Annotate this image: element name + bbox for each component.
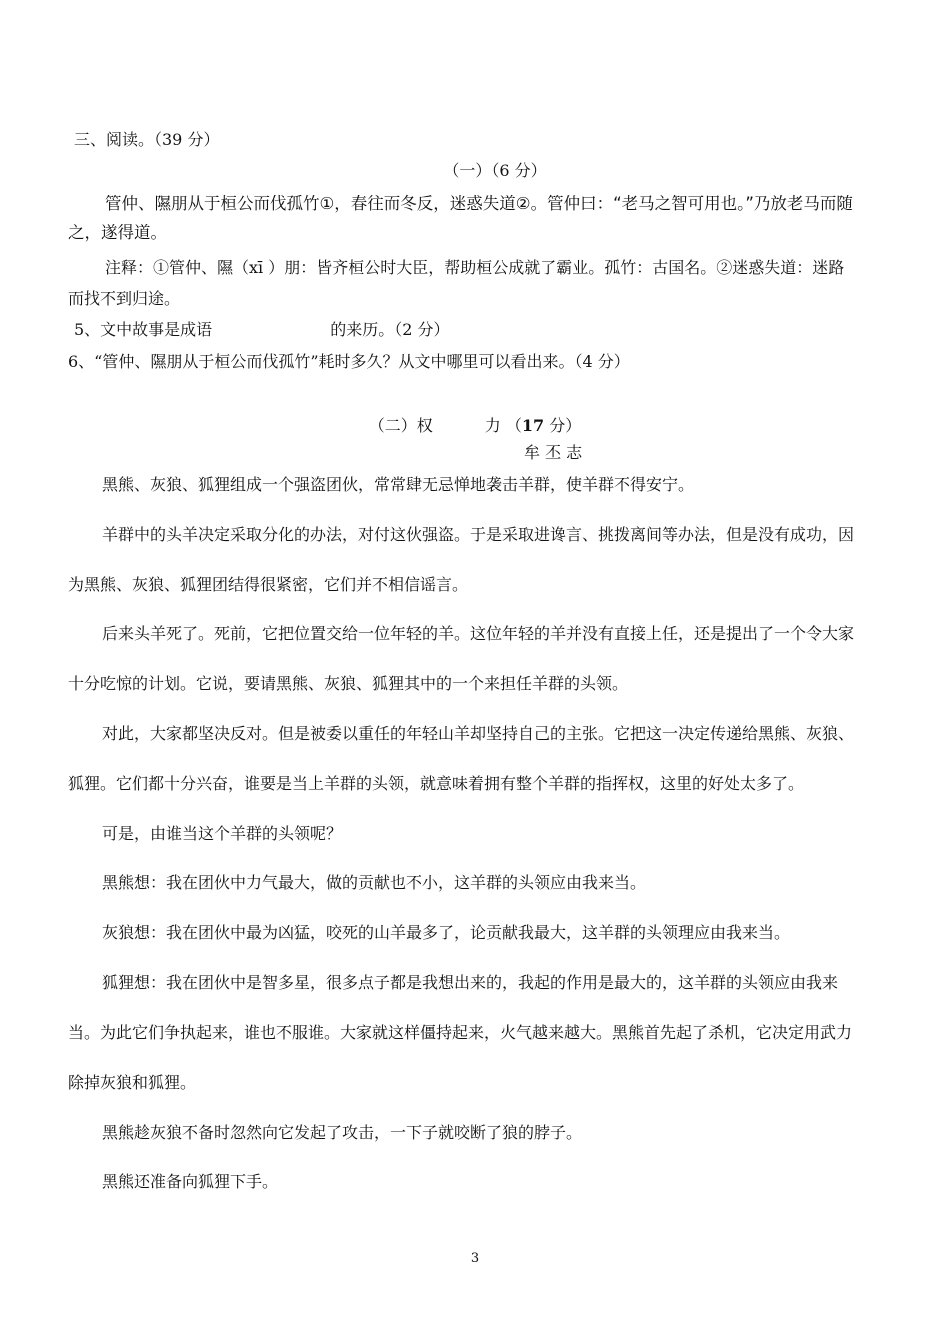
story-line: 为黑熊、灰狼、狐狸团结得很紧密，它们并不相信谣言。 xyxy=(68,575,469,594)
part1-heading: （一）（6 分） xyxy=(443,161,547,180)
part2-heading xyxy=(0,413,950,436)
story-line: 狐狸想：我在团伙中是智多星，很多点子都是我想出来的，我起的作用是最大的，这羊群的头领应由我来 xyxy=(102,973,839,992)
note-line: 而找不到归途。 xyxy=(68,289,181,308)
part2-score: 17 xyxy=(521,416,545,435)
story-line: 灰狼想：我在团伙中最为凶猛，咬死的山羊最多了，论贡献我最大，这羊群的头领理应由我来当。 xyxy=(102,923,791,942)
author: 牟 丕 志 xyxy=(524,443,583,462)
question-5-text-a: 5、文中故事是成语 xyxy=(74,320,213,339)
story-line: 后来头羊死了。死前，它把位置交给一位年轻的羊。这位年轻的羊并没有直接上任，还是提出了一个令大家 xyxy=(102,624,855,643)
note-line: 注释：①管仲、隰（xī ）朋：皆齐桓公时大臣，帮助桓公成就了霸业。孤竹：古国名。②迷惑失道：迷路 xyxy=(105,258,845,277)
page-number: 3 xyxy=(470,1251,480,1266)
part2-heading-c: 分） xyxy=(544,416,582,435)
section-heading: 三、阅读。（39 分） xyxy=(74,130,220,149)
story-line: 十分吃惊的计划。它说，要请黑熊、灰狼、狐狸其中的一个来担任羊群的头领。 xyxy=(68,674,629,693)
part2-heading-a: （二）权 xyxy=(368,416,433,435)
story-line: 可是，由谁当这个羊群的头领呢？ xyxy=(102,824,343,843)
story-line: 黑熊、灰狼、狐狸组成一个强盗团伙，常常肆无忌惮地袭击羊群，使羊群不得安宁。 xyxy=(102,475,695,494)
passage-line: 管仲、隰朋从于桓公而伐孤竹①，春往而冬反，迷惑失道②。管仲曰：“老马之智可用也。”乃放老马而随 xyxy=(105,194,853,213)
question-5 xyxy=(74,317,449,340)
passage-line: 之，遂得道。 xyxy=(68,223,167,242)
part2-heading-b: 力 （ xyxy=(484,416,522,435)
story-line: 当。为此它们争执起来，谁也不服谁。大家就这样僵持起来，火气越来越大。黑熊首先起了杀机，它决定用武力 xyxy=(68,1023,853,1042)
story-line: 除掉灰狼和狐狸。 xyxy=(68,1073,197,1092)
story-line: 对此，大家都坚决反对。但是被委以重任的年轻山羊却坚持自己的主张。它把这一决定传递给黑熊、灰狼、 xyxy=(102,724,855,743)
story-line: 黑熊还准备向狐狸下手。 xyxy=(102,1172,279,1191)
question-6: 6、“管仲、隰朋从于桓公而伐孤竹”耗时多久？从文中哪里可以看出来。（4 分） xyxy=(68,352,630,371)
story-line: 羊群中的头羊决定采取分化的办法，对付这伙强盗。于是采取进谗言、挑拨离间等办法，但是没有成功，因 xyxy=(102,525,855,544)
story-line: 黑熊趁灰狼不备时忽然向它发起了攻击，一下子就咬断了狼的脖子。 xyxy=(102,1123,583,1142)
question-5-text-b: 的来历。（2 分） xyxy=(330,320,450,339)
story-line: 黑熊想：我在团伙中力气最大，做的贡献也不小，这羊群的头领应由我来当。 xyxy=(102,873,647,892)
story-line: 狐狸。它们都十分兴奋，谁要是当上羊群的头领，就意味着拥有整个羊群的指挥权，这里的好处太多了。 xyxy=(68,774,805,793)
